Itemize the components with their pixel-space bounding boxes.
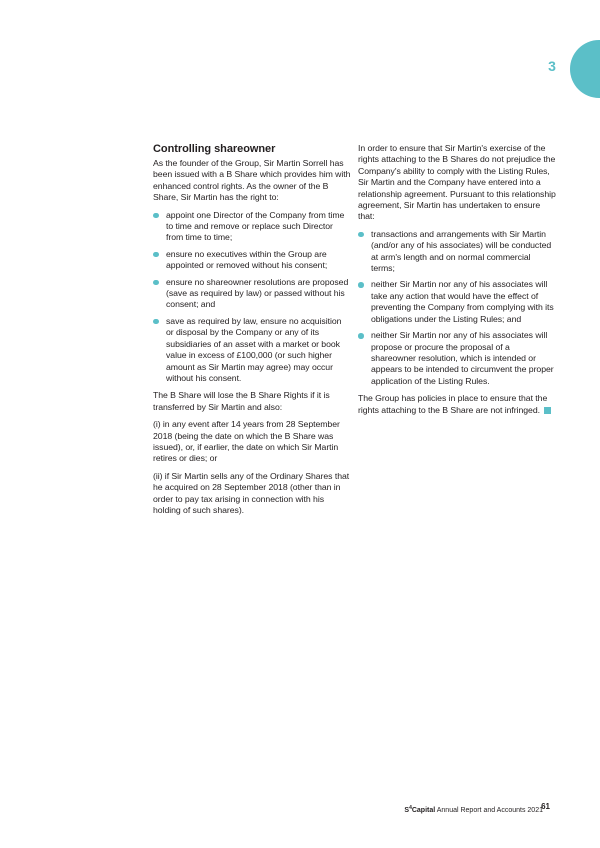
list-item: appoint one Director of the Company from time to time and remove or replace such Director from time to time;	[153, 210, 351, 244]
rights-list	[153, 210, 351, 385]
relationship-paragraph: In order to ensure that Sir Martin's exercise of the rights attaching to the B Shares do not prejudice the Company's ability to comply with the Listing Rules, Sir Martin and the Company have entered into a relationship agreement. Pursuant to this relationship agreement, Sir Martin has undertaken to ensure that:	[358, 143, 556, 222]
section-number: 3	[548, 58, 556, 74]
condition-paragraph: (i) in any event after 14 years from 28 September 2018 (being the date on which the B Share was issued), or, if earlier, the date on which Sir Martin retires or dies; or	[153, 419, 340, 464]
list-item: neither Sir Martin nor any of his associates will propose or procure the proposal of a shareowner resolution, which is intended or appears to be intended to circumvent the proper application of the Listing Rules.	[358, 330, 556, 387]
policies-paragraph	[358, 393, 556, 416]
list-item: neither Sir Martin nor any of his associates will take any action that would have the effect of preventing the Company from complying with its obligations under the Listing Rules; and	[358, 279, 556, 325]
page-number: 61	[541, 802, 550, 811]
lose-rights-paragraph: The B Share will lose the B Share Rights if it is transferred by Sir Martin and also:	[153, 390, 330, 412]
report-title: Annual Report and Accounts 2021	[435, 807, 543, 814]
list-item: save as required by law, ensure no acquisition or disposal by the Company or any of its subsidiaries of an asset with a market or book value in excess of £100,000 (or such higher amount as Sir Martin may agree) may occur without his consent.	[153, 316, 351, 384]
right-column	[358, 143, 556, 422]
end-of-section-marker	[544, 407, 551, 414]
list-item: ensure no executives within the Group are appointed or removed without his consent;	[153, 249, 351, 272]
list-item: transactions and arrangements with Sir Martin (and/or any of his associates) will be conducted at arm's length and on normal commercial terms;	[358, 229, 556, 275]
list-item: ensure no shareowner resolutions are proposed (save as required by law) or passed without his consent; and	[153, 277, 351, 311]
intro-paragraph: As the founder of the Group, Sir Martin Sorrell has been issued with a B Share which provides him with enhanced control rights. As the owner of the B Share, Sir Martin has the right to:	[153, 158, 351, 203]
left-column	[153, 142, 351, 522]
section-tab	[570, 40, 600, 98]
policies-text: The Group has policies in place to ensure that the rights attaching to the B Share are not infringed.	[358, 393, 548, 415]
section-heading: Controlling shareowner	[153, 143, 276, 155]
page-footer	[330, 803, 543, 816]
brand-logo: $S^4Capital$	[404, 805, 436, 814]
condition-paragraph: (ii) if Sir Martin sells any of the Ordinary Shares that he acquired on 28 September 2018 (other than in order to pay tax arising in connection with his holding of such shares).	[153, 470, 350, 515]
undertakings-list	[358, 229, 556, 387]
